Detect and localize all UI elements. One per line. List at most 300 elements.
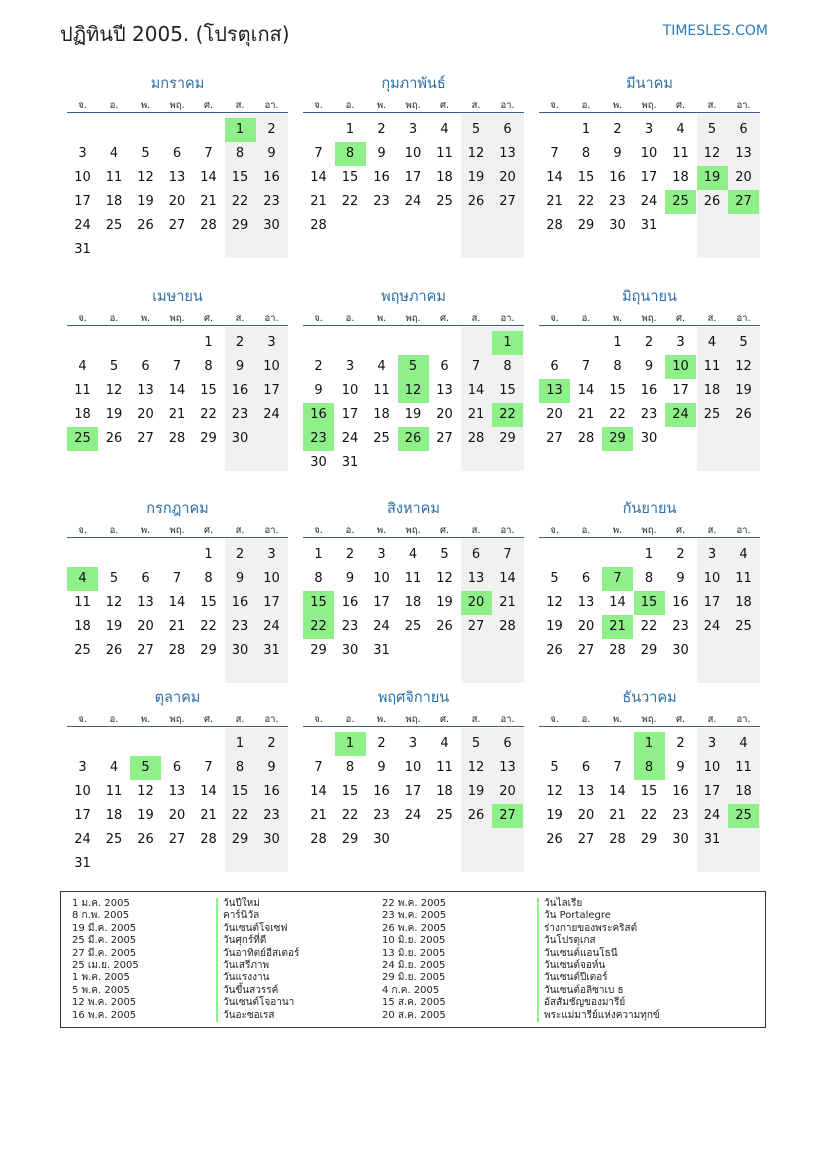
day-cell[interactable]: 21: [546, 194, 563, 209]
day-cell[interactable]: 2: [377, 122, 386, 137]
day-cell[interactable]: 3: [676, 335, 685, 350]
day-cell[interactable]: 14: [168, 595, 186, 610]
site-link[interactable]: TIMESLES.COM: [662, 23, 768, 39]
day-cell[interactable]: 18: [105, 808, 123, 823]
day-cell[interactable]: 4: [739, 547, 748, 562]
day-cell[interactable]: 6: [172, 146, 182, 161]
holiday-day-cell[interactable]: 24: [665, 403, 696, 427]
day-cell[interactable]: 28: [546, 218, 563, 233]
day-cell[interactable]: 24: [263, 407, 280, 422]
holiday-day-cell[interactable]: 25: [665, 190, 696, 214]
day-cell[interactable]: 12: [546, 784, 563, 799]
day-cell[interactable]: 17: [373, 595, 390, 610]
day-cell[interactable]: 6: [172, 760, 182, 775]
day-cell[interactable]: 24: [404, 194, 422, 209]
day-cell[interactable]: 13: [577, 784, 595, 799]
day-cell[interactable]: 12: [546, 595, 563, 610]
day-cell[interactable]: 22: [640, 619, 658, 634]
day-cell[interactable]: 6: [581, 760, 591, 775]
day-cell[interactable]: 25: [105, 218, 123, 233]
day-cell[interactable]: 24: [341, 431, 359, 446]
day-cell[interactable]: 24: [74, 832, 91, 847]
day-cell[interactable]: 29: [640, 643, 658, 658]
holiday-day-cell[interactable]: 16: [303, 403, 334, 427]
day-cell[interactable]: 27: [137, 643, 154, 658]
day-cell[interactable]: 2: [676, 736, 685, 751]
day-cell[interactable]: 17: [74, 194, 91, 209]
day-cell[interactable]: 22: [231, 808, 249, 823]
day-cell[interactable]: 5: [109, 571, 119, 586]
day-cell[interactable]: 1: [613, 335, 622, 350]
day-cell[interactable]: 16: [263, 784, 280, 799]
day-cell[interactable]: 30: [263, 832, 280, 847]
day-cell[interactable]: 11: [373, 383, 390, 398]
day-cell[interactable]: 4: [707, 335, 717, 350]
day-cell[interactable]: 6: [581, 571, 591, 586]
day-cell[interactable]: 29: [200, 431, 217, 446]
day-cell[interactable]: 25: [404, 619, 422, 634]
day-cell[interactable]: 7: [471, 359, 481, 374]
holiday-day-cell[interactable]: 1: [335, 732, 366, 756]
day-cell[interactable]: 25: [373, 431, 390, 446]
day-cell[interactable]: 10: [404, 760, 422, 775]
day-cell[interactable]: 18: [672, 170, 689, 185]
day-cell[interactable]: 8: [204, 359, 213, 374]
day-cell[interactable]: 18: [703, 383, 721, 398]
day-cell[interactable]: 14: [467, 383, 485, 398]
day-cell[interactable]: 26: [137, 832, 154, 847]
day-cell[interactable]: 20: [577, 619, 595, 634]
day-cell[interactable]: 10: [341, 383, 359, 398]
day-cell[interactable]: 19: [137, 808, 154, 823]
day-cell[interactable]: 25: [105, 832, 123, 847]
day-cell[interactable]: 21: [499, 595, 516, 610]
day-cell[interactable]: 21: [168, 407, 186, 422]
day-cell[interactable]: 4: [109, 146, 119, 161]
day-cell[interactable]: 9: [676, 760, 685, 775]
day-cell[interactable]: 13: [735, 146, 752, 161]
day-cell[interactable]: 18: [74, 407, 91, 422]
day-cell[interactable]: 29: [640, 832, 658, 847]
day-cell[interactable]: 9: [267, 146, 276, 161]
day-cell[interactable]: 24: [74, 218, 91, 233]
day-cell[interactable]: 26: [105, 643, 123, 658]
day-cell[interactable]: 17: [404, 784, 422, 799]
day-cell[interactable]: 30: [373, 832, 390, 847]
day-cell[interactable]: 7: [550, 146, 559, 161]
day-cell[interactable]: 16: [609, 170, 626, 185]
day-cell[interactable]: 27: [436, 431, 453, 446]
holiday-day-cell[interactable]: 5: [398, 355, 429, 379]
day-cell[interactable]: 18: [105, 194, 123, 209]
day-cell[interactable]: 3: [644, 122, 654, 137]
day-cell[interactable]: 13: [577, 595, 595, 610]
day-cell[interactable]: 2: [644, 335, 654, 350]
day-cell[interactable]: 23: [609, 194, 626, 209]
day-cell[interactable]: 2: [345, 547, 355, 562]
day-cell[interactable]: 19: [467, 784, 485, 799]
day-cell[interactable]: 29: [231, 832, 249, 847]
day-cell[interactable]: 17: [74, 808, 91, 823]
holiday-day-cell[interactable]: 1: [492, 331, 523, 355]
day-cell[interactable]: 27: [467, 619, 485, 634]
day-cell[interactable]: 9: [377, 760, 386, 775]
day-cell[interactable]: 30: [231, 431, 249, 446]
holiday-day-cell[interactable]: 13: [539, 379, 570, 403]
day-cell[interactable]: 7: [503, 547, 512, 562]
day-cell[interactable]: 9: [235, 571, 245, 586]
day-cell[interactable]: 25: [436, 194, 453, 209]
day-cell[interactable]: 20: [499, 170, 516, 185]
day-cell[interactable]: 14: [310, 170, 327, 185]
day-cell[interactable]: 8: [345, 760, 355, 775]
day-cell[interactable]: 1: [581, 122, 591, 137]
day-cell[interactable]: 8: [235, 760, 245, 775]
day-cell[interactable]: 10: [74, 170, 91, 185]
day-cell[interactable]: 11: [105, 170, 123, 185]
day-cell[interactable]: 13: [467, 571, 485, 586]
day-cell[interactable]: 20: [499, 784, 516, 799]
day-cell[interactable]: 12: [467, 146, 485, 161]
holiday-day-cell[interactable]: 27: [728, 190, 759, 214]
day-cell[interactable]: 28: [577, 431, 595, 446]
day-cell[interactable]: 2: [267, 736, 276, 751]
day-cell[interactable]: 17: [672, 383, 689, 398]
day-cell[interactable]: 2: [613, 122, 622, 137]
day-cell[interactable]: 18: [735, 784, 752, 799]
day-cell[interactable]: 25: [735, 619, 752, 634]
day-cell[interactable]: 21: [168, 619, 186, 634]
day-cell[interactable]: 19: [735, 383, 752, 398]
day-cell[interactable]: 31: [703, 832, 721, 847]
day-cell[interactable]: 17: [404, 170, 422, 185]
day-cell[interactable]: 20: [168, 194, 186, 209]
day-cell[interactable]: 20: [577, 808, 595, 823]
day-cell[interactable]: 13: [499, 760, 516, 775]
day-cell[interactable]: 28: [499, 619, 516, 634]
day-cell[interactable]: 19: [137, 194, 154, 209]
day-cell[interactable]: 19: [404, 407, 422, 422]
holiday-day-cell[interactable]: 4: [67, 567, 98, 591]
day-cell[interactable]: 17: [640, 170, 658, 185]
day-cell[interactable]: 16: [373, 170, 390, 185]
day-cell[interactable]: 7: [314, 146, 323, 161]
day-cell[interactable]: 21: [200, 808, 217, 823]
day-cell[interactable]: 15: [609, 383, 626, 398]
day-cell[interactable]: 3: [78, 760, 87, 775]
holiday-day-cell[interactable]: 19: [697, 166, 728, 190]
day-cell[interactable]: 18: [373, 407, 390, 422]
day-cell[interactable]: 30: [609, 218, 626, 233]
day-cell[interactable]: 11: [436, 146, 453, 161]
day-cell[interactable]: 30: [310, 455, 327, 470]
day-cell[interactable]: 5: [141, 146, 150, 161]
holiday-day-cell[interactable]: 8: [634, 756, 665, 780]
day-cell[interactable]: 8: [235, 146, 245, 161]
day-cell[interactable]: 28: [467, 431, 485, 446]
day-cell[interactable]: 12: [137, 784, 154, 799]
day-cell[interactable]: 16: [231, 383, 249, 398]
day-cell[interactable]: 4: [440, 736, 449, 751]
day-cell[interactable]: 30: [341, 643, 359, 658]
day-cell[interactable]: 3: [377, 547, 386, 562]
day-cell[interactable]: 14: [609, 784, 626, 799]
day-cell[interactable]: 6: [503, 736, 512, 751]
day-cell[interactable]: 14: [609, 595, 626, 610]
holiday-day-cell[interactable]: 1: [634, 732, 665, 756]
day-cell[interactable]: 8: [503, 359, 512, 374]
day-cell[interactable]: 6: [550, 359, 559, 374]
day-cell[interactable]: 7: [613, 760, 622, 775]
day-cell[interactable]: 11: [735, 760, 752, 775]
day-cell[interactable]: 22: [200, 407, 217, 422]
day-cell[interactable]: 31: [74, 856, 91, 871]
day-cell[interactable]: 23: [341, 619, 359, 634]
day-cell[interactable]: 28: [168, 643, 186, 658]
day-cell[interactable]: 30: [231, 643, 249, 658]
day-cell[interactable]: 22: [341, 194, 359, 209]
day-cell[interactable]: 5: [471, 736, 481, 751]
day-cell[interactable]: 24: [263, 619, 280, 634]
day-cell[interactable]: 21: [310, 808, 327, 823]
day-cell[interactable]: 17: [703, 595, 721, 610]
day-cell[interactable]: 19: [436, 595, 453, 610]
day-cell[interactable]: 30: [672, 832, 689, 847]
day-cell[interactable]: 28: [310, 218, 327, 233]
day-cell[interactable]: 1: [235, 736, 245, 751]
day-cell[interactable]: 27: [546, 431, 563, 446]
day-cell[interactable]: 19: [546, 619, 563, 634]
day-cell[interactable]: 28: [609, 832, 626, 847]
day-cell[interactable]: 7: [204, 146, 213, 161]
day-cell[interactable]: 2: [235, 547, 245, 562]
day-cell[interactable]: 15: [231, 784, 249, 799]
day-cell[interactable]: 30: [640, 431, 658, 446]
day-cell[interactable]: 1: [204, 547, 213, 562]
day-cell[interactable]: 29: [577, 218, 595, 233]
day-cell[interactable]: 17: [263, 383, 280, 398]
day-cell[interactable]: 15: [231, 170, 249, 185]
day-cell[interactable]: 2: [267, 122, 276, 137]
day-cell[interactable]: 13: [168, 170, 186, 185]
day-cell[interactable]: 25: [703, 407, 721, 422]
day-cell[interactable]: 8: [644, 571, 654, 586]
day-cell[interactable]: 5: [471, 122, 481, 137]
day-cell[interactable]: 7: [314, 760, 323, 775]
day-cell[interactable]: 30: [263, 218, 280, 233]
holiday-day-cell[interactable]: 22: [492, 403, 523, 427]
day-cell[interactable]: 29: [231, 218, 249, 233]
day-cell[interactable]: 24: [373, 619, 390, 634]
day-cell[interactable]: 5: [550, 571, 559, 586]
day-cell[interactable]: 11: [74, 595, 91, 610]
day-cell[interactable]: 23: [263, 808, 280, 823]
day-cell[interactable]: 28: [310, 832, 327, 847]
day-cell[interactable]: 10: [373, 571, 390, 586]
day-cell[interactable]: 1: [314, 547, 323, 562]
day-cell[interactable]: 15: [577, 170, 595, 185]
day-cell[interactable]: 27: [168, 832, 186, 847]
day-cell[interactable]: 24: [703, 619, 721, 634]
day-cell[interactable]: 9: [267, 760, 276, 775]
day-cell[interactable]: 9: [314, 383, 323, 398]
day-cell[interactable]: 3: [408, 122, 418, 137]
day-cell[interactable]: 15: [341, 170, 359, 185]
day-cell[interactable]: 28: [609, 643, 626, 658]
day-cell[interactable]: 28: [168, 431, 186, 446]
day-cell[interactable]: 18: [404, 595, 422, 610]
day-cell[interactable]: 31: [74, 242, 91, 257]
day-cell[interactable]: 3: [267, 547, 276, 562]
day-cell[interactable]: 28: [200, 832, 217, 847]
day-cell[interactable]: 11: [672, 146, 689, 161]
day-cell[interactable]: 6: [471, 547, 481, 562]
day-cell[interactable]: 1: [345, 122, 355, 137]
holiday-day-cell[interactable]: 26: [398, 427, 429, 451]
day-cell[interactable]: 27: [137, 431, 154, 446]
day-cell[interactable]: 10: [703, 760, 721, 775]
day-cell[interactable]: 25: [436, 808, 453, 823]
day-cell[interactable]: 14: [499, 571, 516, 586]
day-cell[interactable]: 10: [404, 146, 422, 161]
holiday-day-cell[interactable]: 29: [602, 427, 633, 451]
holiday-day-cell[interactable]: 12: [398, 379, 429, 403]
day-cell[interactable]: 20: [735, 170, 752, 185]
day-cell[interactable]: 7: [172, 571, 182, 586]
day-cell[interactable]: 3: [408, 736, 418, 751]
day-cell[interactable]: 22: [200, 619, 217, 634]
day-cell[interactable]: 3: [707, 547, 717, 562]
holiday-day-cell[interactable]: 25: [67, 427, 98, 451]
day-cell[interactable]: 7: [204, 760, 213, 775]
day-cell[interactable]: 2: [377, 736, 386, 751]
day-cell[interactable]: 22: [231, 194, 249, 209]
day-cell[interactable]: 26: [735, 407, 752, 422]
day-cell[interactable]: 11: [735, 571, 752, 586]
day-cell[interactable]: 9: [676, 571, 685, 586]
day-cell[interactable]: 26: [546, 643, 563, 658]
day-cell[interactable]: 26: [467, 194, 485, 209]
day-cell[interactable]: 5: [440, 547, 449, 562]
day-cell[interactable]: 9: [377, 146, 386, 161]
day-cell[interactable]: 15: [200, 595, 217, 610]
day-cell[interactable]: 9: [235, 359, 245, 374]
holiday-day-cell[interactable]: 5: [130, 756, 161, 780]
day-cell[interactable]: 31: [341, 455, 359, 470]
day-cell[interactable]: 22: [341, 808, 359, 823]
day-cell[interactable]: 28: [200, 218, 217, 233]
day-cell[interactable]: 4: [440, 122, 449, 137]
holiday-day-cell[interactable]: 22: [303, 615, 334, 639]
day-cell[interactable]: 3: [707, 736, 717, 751]
day-cell[interactable]: 22: [640, 808, 658, 823]
day-cell[interactable]: 14: [168, 383, 186, 398]
holiday-day-cell[interactable]: 15: [303, 591, 334, 615]
day-cell[interactable]: 14: [310, 784, 327, 799]
day-cell[interactable]: 19: [105, 619, 123, 634]
day-cell[interactable]: 16: [672, 595, 689, 610]
day-cell[interactable]: 26: [546, 832, 563, 847]
day-cell[interactable]: 16: [373, 784, 390, 799]
day-cell[interactable]: 22: [609, 407, 626, 422]
day-cell[interactable]: 5: [739, 335, 748, 350]
day-cell[interactable]: 16: [640, 383, 658, 398]
day-cell[interactable]: 24: [703, 808, 721, 823]
day-cell[interactable]: 23: [373, 194, 390, 209]
day-cell[interactable]: 29: [341, 832, 359, 847]
day-cell[interactable]: 8: [581, 146, 591, 161]
day-cell[interactable]: 9: [345, 571, 355, 586]
day-cell[interactable]: 27: [499, 194, 516, 209]
day-cell[interactable]: 29: [499, 431, 516, 446]
day-cell[interactable]: 21: [577, 407, 595, 422]
day-cell[interactable]: 12: [105, 383, 123, 398]
day-cell[interactable]: 20: [137, 619, 154, 634]
day-cell[interactable]: 8: [204, 571, 213, 586]
day-cell[interactable]: 23: [263, 194, 280, 209]
day-cell[interactable]: 3: [267, 335, 276, 350]
day-cell[interactable]: 11: [436, 760, 453, 775]
day-cell[interactable]: 5: [109, 359, 119, 374]
day-cell[interactable]: 10: [703, 571, 721, 586]
day-cell[interactable]: 13: [168, 784, 186, 799]
day-cell[interactable]: 26: [137, 218, 154, 233]
day-cell[interactable]: 27: [577, 643, 595, 658]
day-cell[interactable]: 25: [74, 643, 91, 658]
day-cell[interactable]: 16: [341, 595, 359, 610]
day-cell[interactable]: 18: [436, 784, 453, 799]
day-cell[interactable]: 2: [676, 547, 685, 562]
day-cell[interactable]: 12: [436, 571, 453, 586]
day-cell[interactable]: 6: [141, 571, 150, 586]
day-cell[interactable]: 10: [74, 784, 91, 799]
day-cell[interactable]: 15: [200, 383, 217, 398]
day-cell[interactable]: 21: [467, 407, 485, 422]
day-cell[interactable]: 7: [581, 359, 591, 374]
day-cell[interactable]: 23: [672, 619, 689, 634]
day-cell[interactable]: 11: [105, 784, 123, 799]
day-cell[interactable]: 14: [546, 170, 563, 185]
day-cell[interactable]: 14: [577, 383, 595, 398]
day-cell[interactable]: 16: [672, 784, 689, 799]
day-cell[interactable]: 4: [377, 359, 386, 374]
day-cell[interactable]: 31: [263, 643, 280, 658]
holiday-day-cell[interactable]: 20: [461, 591, 492, 615]
day-cell[interactable]: 11: [74, 383, 91, 398]
day-cell[interactable]: 27: [168, 218, 186, 233]
day-cell[interactable]: 3: [78, 146, 87, 161]
day-cell[interactable]: 19: [546, 808, 563, 823]
day-cell[interactable]: 20: [168, 808, 186, 823]
holiday-day-cell[interactable]: 25: [728, 804, 759, 828]
day-cell[interactable]: 5: [707, 122, 717, 137]
holiday-day-cell[interactable]: 23: [303, 427, 334, 451]
day-cell[interactable]: 16: [263, 170, 280, 185]
day-cell[interactable]: 13: [137, 595, 154, 610]
day-cell[interactable]: 23: [672, 808, 689, 823]
day-cell[interactable]: 9: [644, 359, 654, 374]
day-cell[interactable]: 11: [703, 359, 721, 374]
holiday-day-cell[interactable]: 15: [634, 591, 665, 615]
day-cell[interactable]: 20: [546, 407, 563, 422]
holiday-day-cell[interactable]: 27: [492, 804, 523, 828]
day-cell[interactable]: 30: [672, 643, 689, 658]
day-cell[interactable]: 19: [105, 407, 123, 422]
day-cell[interactable]: 15: [341, 784, 359, 799]
day-cell[interactable]: 12: [105, 595, 123, 610]
day-cell[interactable]: 1: [204, 335, 213, 350]
day-cell[interactable]: 23: [640, 407, 658, 422]
